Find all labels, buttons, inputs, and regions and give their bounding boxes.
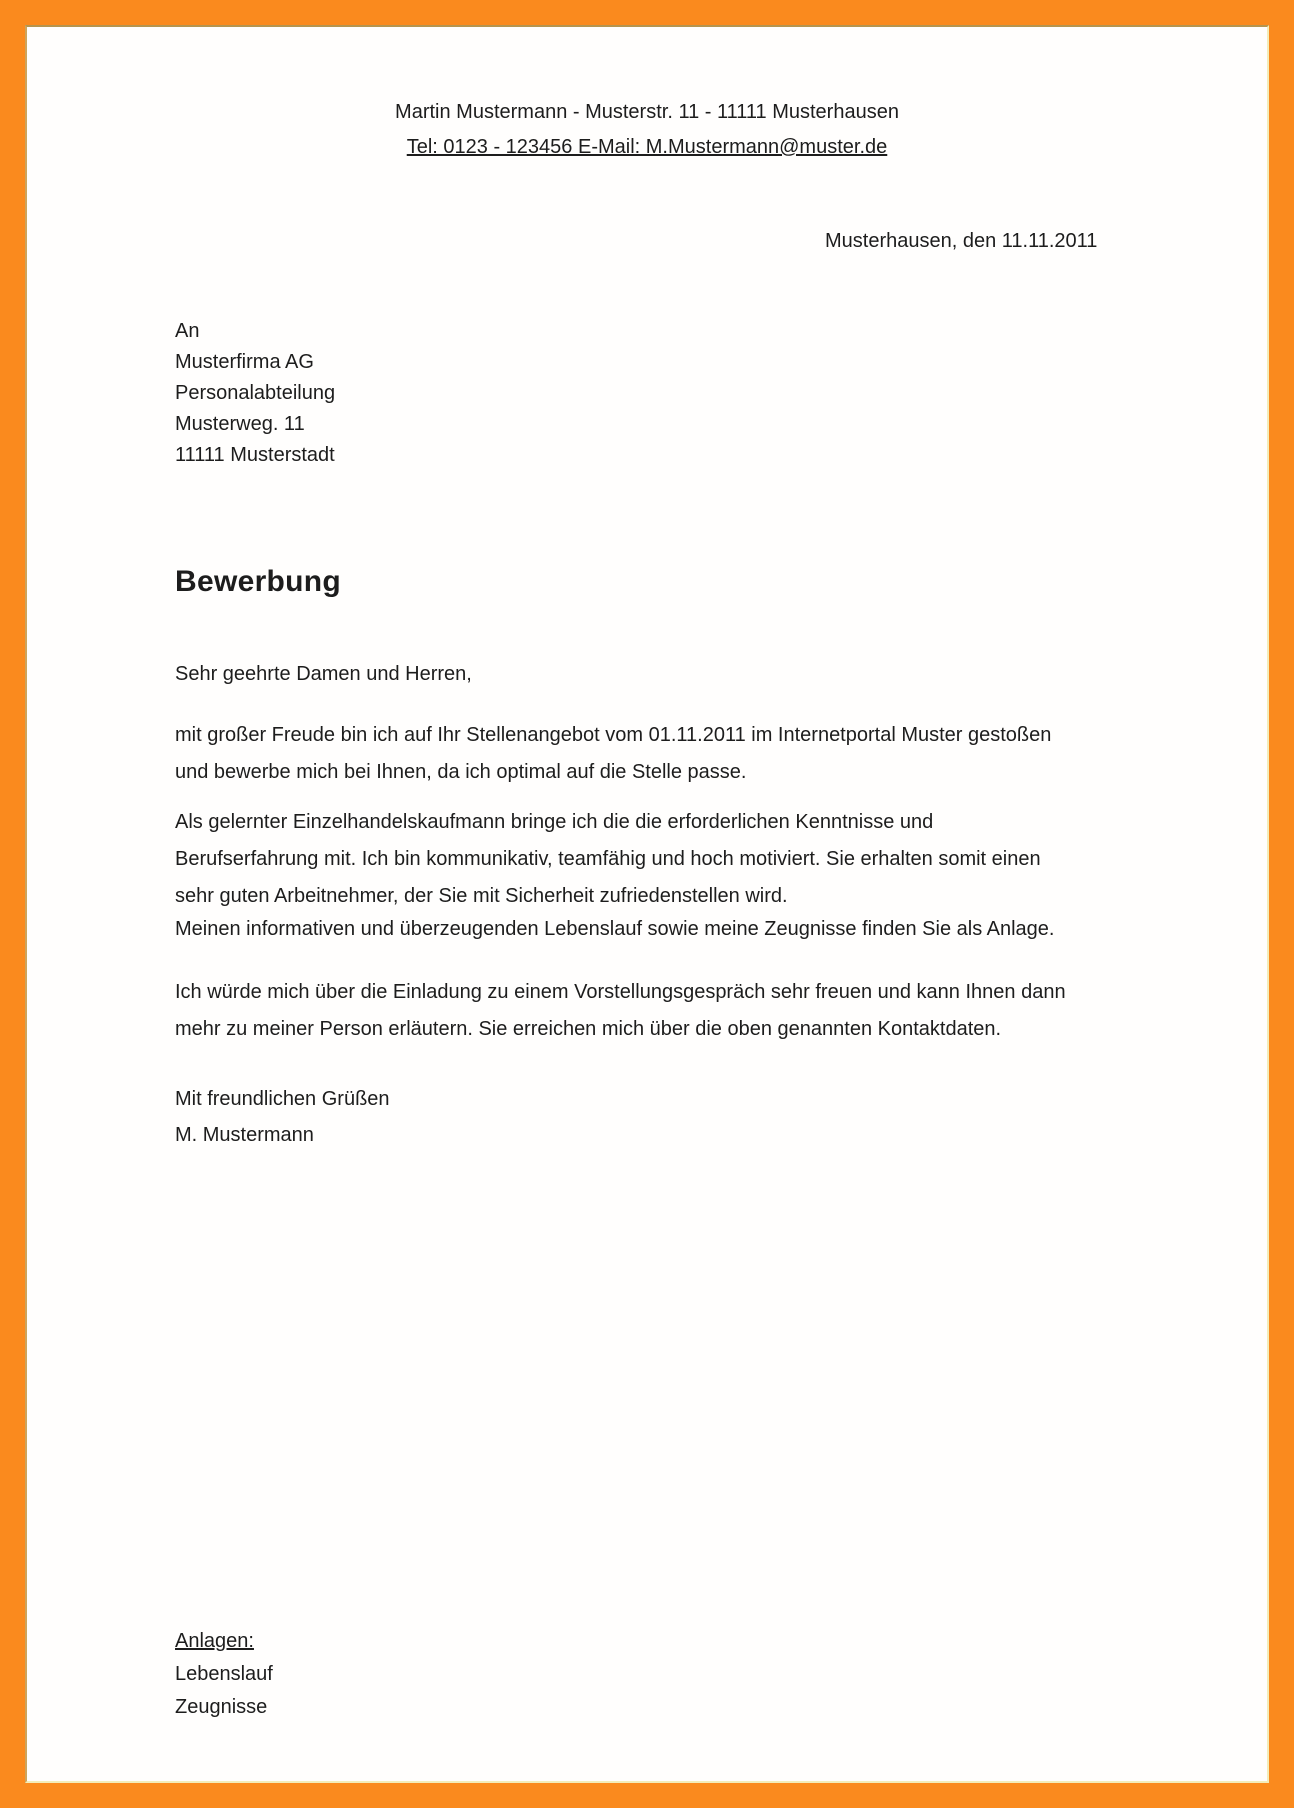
paragraph-line: und bewerbe mich bei Ihnen, da ich optimal auf die Stelle passe. [175,761,747,783]
body-paragraph-3 [175,911,1140,948]
recipient-address [175,316,335,471]
recipient-line: Musterweg. 11 [175,413,305,435]
paragraph-line: Ich würde mich über die Einladung zu einem Vorstellungsgespräch sehr freuen und kann Ihnen dann [175,981,1066,1003]
body-paragraph-4 [175,974,1140,1048]
recipient-line: Musterfirma AG [175,351,314,373]
recipient-line: 11111 Musterstadt [175,444,335,466]
attachments [175,1625,273,1724]
sender-header-contact-line: Tel: 0123 - 123456 E-Mail: M.Mustermann@muster.de [406,136,888,158]
paragraph-line: Als gelernter Einzelhandelskaufmann bringe ich die die erforderlichen Kenntnisse und [175,811,934,833]
attachment-item: Lebenslauf [175,1663,273,1685]
sender-header [25,95,1269,165]
recipient-line: Personalabteilung [175,382,336,404]
closing-signature: M. Mustermann [175,1124,314,1146]
paragraph-line: mehr zu meiner Person erläutern. Sie erreichen mich über die oben genannten Kontaktdaten. [175,1018,1002,1040]
body-paragraph-1 [175,717,1140,791]
attachments-title: Anlagen: [175,1630,254,1652]
closing [175,1081,390,1153]
paragraph-line: Berufserfahrung mit. Ich bin kommunikativ, teamfähig und hoch motiviert. Sie erhalten somit einen [175,848,1041,870]
closing-farewell: Mit freundlichen Grüßen [175,1088,390,1110]
recipient-line: An [175,320,200,342]
body-paragraph-2 [175,804,1140,915]
date-line: Musterhausen, den 11.11.2011 [825,230,1098,252]
paragraph-line: Meinen informativen und überzeugenden Lebenslauf sowie meine Zeugnisse finden Sie als Anlage. [175,918,1055,940]
attachment-item: Zeugnisse [175,1696,268,1718]
paragraph-line: sehr guten Arbeitnehmer, der Sie mit Sicherheit zufriedenstellen wird. [175,885,788,907]
sender-header-line1: Martin Mustermann - Musterstr. 11 - 11111 Musterhausen [395,101,899,123]
subject-heading: Bewerbung [175,565,342,598]
paragraph-line: mit großer Freude bin ich auf Ihr Stellenangebot vom 01.11.2011 im Internetportal Muster gestoßen [175,724,1052,746]
salutation: Sehr geehrte Damen und Herren, [175,663,472,685]
